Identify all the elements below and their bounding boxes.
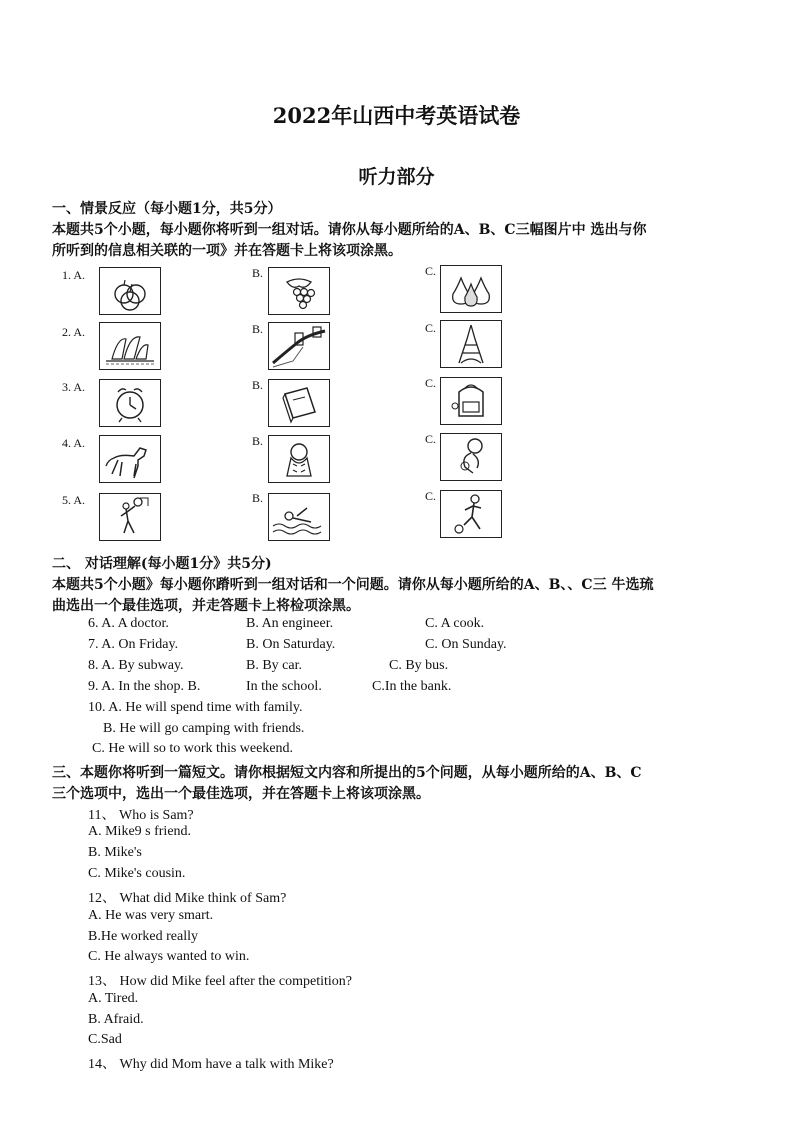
q5-label-c: C.	[425, 489, 437, 503]
q7-option-a[interactable]: 7. A. On Friday.	[88, 637, 179, 652]
backpack-icon[interactable]	[440, 377, 502, 425]
q11-option-b[interactable]: B. Mike's	[88, 845, 142, 860]
part1-instructions-line2: 所听到的信息相关联的一项》并在答题卡上将该项涂黑。	[52, 243, 402, 259]
q2-label-c: C.	[425, 321, 437, 335]
part1-heading: 一、情景反应（每小题1分，共5分）	[52, 201, 282, 217]
q9-option-b[interactable]: In the school.	[246, 679, 322, 694]
q1-label-c: C.	[425, 264, 437, 278]
q10-option-a[interactable]: 10. A. He will spend time with family.	[88, 700, 303, 715]
q10-option-c[interactable]: C. He will so to work this weekend.	[92, 741, 294, 756]
part2-instructions-line2: 曲选出一个最佳选项，并走答题卡上将检项涂黑。	[52, 598, 360, 614]
soccer-player-icon[interactable]	[440, 490, 502, 538]
q7-option-b[interactable]: B. On Saturday.	[246, 637, 336, 652]
part3-heading-line2: 三个选项中，选出一个最佳选项，并在答题卡上将该项涂黑。	[52, 786, 430, 802]
q4-label-a: 4. A.	[62, 436, 86, 450]
q11-question: 11、 Who is Sam?	[88, 808, 194, 823]
pears-icon[interactable]	[440, 265, 502, 313]
q1-label-b: B.	[252, 266, 264, 280]
q6-option-a[interactable]: 6. A. A doctor.	[88, 616, 169, 631]
monkey-icon[interactable]	[440, 433, 502, 481]
part2-heading: 二、 对话理解(每小题1分》共5分)	[52, 556, 272, 572]
grapes-icon[interactable]	[268, 267, 330, 315]
swimmer-icon[interactable]	[268, 493, 330, 541]
q3-label-b: B.	[252, 378, 264, 392]
q13-option-c[interactable]: C.Sad	[88, 1032, 122, 1047]
q4-label-c: C.	[425, 432, 437, 446]
q6-option-b[interactable]: B. An engineer.	[246, 616, 334, 631]
q13-option-a[interactable]: A. Tired.	[88, 991, 139, 1006]
apples-icon[interactable]	[99, 267, 161, 315]
q3-label-a: 3. A.	[62, 380, 86, 394]
q8-option-b[interactable]: B. By car.	[246, 658, 302, 673]
part3-heading-line1: 三、本题你将听到一篇短文。请你根据短文内容和所提出的5个问题，从每小题所给的A、B、C	[52, 765, 642, 781]
part1-instructions-line1: 本题共5个小题，每小题你将听到一组对话。请你从每小题所给的A、B、C三幅图片中 选出与你	[52, 222, 647, 238]
q6-option-c[interactable]: C. A cook.	[425, 616, 485, 631]
q3-label-c: C.	[425, 376, 437, 390]
q8-option-c[interactable]: C. By bus.	[389, 658, 449, 673]
part2-instructions-line1: 本题共5个小题》每小题你蹐听到一组对话和一个问题。请你从每小题所给的A、B、、C三 牛选琉	[52, 577, 654, 593]
tiger-icon[interactable]	[268, 435, 330, 483]
exam-title: 2022年山西中考英语试卷	[272, 103, 521, 128]
basketball-player-icon[interactable]	[99, 493, 161, 541]
q12-question: 12、 What did Mike think of Sam?	[88, 891, 287, 906]
q2-label-a: 2. A.	[62, 325, 86, 339]
q11-option-a[interactable]: A. Mike9 s friend.	[88, 824, 192, 839]
q7-option-c[interactable]: C. On Sunday.	[425, 637, 507, 652]
q11-option-c[interactable]: C. Mike's cousin.	[88, 866, 186, 881]
q5-label-a: 5. A.	[62, 493, 86, 507]
q8-option-a[interactable]: 8. A. By subway.	[88, 658, 184, 673]
q12-option-c[interactable]: C. He always wanted to win.	[88, 949, 250, 964]
section-title-listening: 听力部分	[358, 166, 435, 188]
q9-option-c[interactable]: C.In the bank.	[372, 679, 452, 694]
q10-option-b[interactable]: B. He will go camping with friends.	[103, 721, 305, 736]
great-wall-icon[interactable]	[268, 322, 330, 370]
q9-option-a[interactable]: 9. A. In the shop. B.	[88, 679, 201, 694]
q5-label-b: B.	[252, 491, 264, 505]
q13-option-b[interactable]: B. Afraid.	[88, 1012, 144, 1027]
q12-option-a[interactable]: A. He was very smart.	[88, 908, 214, 923]
q12-option-b[interactable]: B.He worked really	[88, 929, 199, 944]
q13-question: 13、 How did Mike feel after the competition?	[88, 974, 352, 989]
q1-label-a: 1. A.	[62, 268, 86, 282]
book-icon[interactable]	[268, 379, 330, 427]
horse-icon[interactable]	[99, 435, 161, 483]
q2-label-b: B.	[252, 322, 264, 336]
q14-question: 14、 Why did Mom have a talk with Mike?	[88, 1057, 334, 1072]
alarm-clock-icon[interactable]	[99, 379, 161, 427]
q4-label-b: B.	[252, 434, 264, 448]
opera-house-icon[interactable]	[99, 322, 161, 370]
eiffel-tower-icon[interactable]	[440, 320, 502, 368]
